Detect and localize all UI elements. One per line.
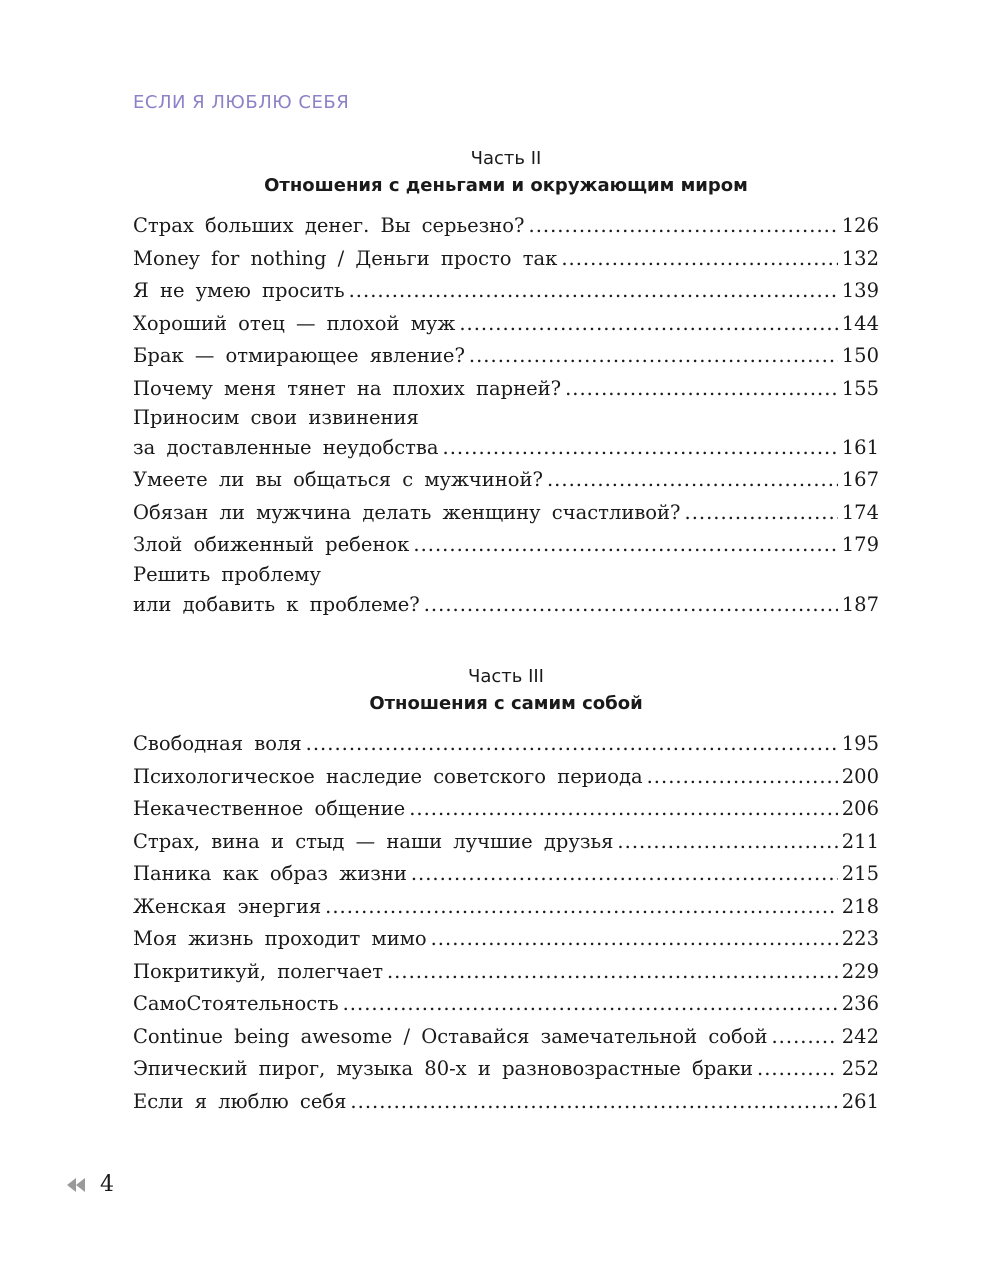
toc-entry-title: Моя жизнь проходит мимо [133, 927, 427, 950]
dot-leader [325, 891, 838, 924]
toc-entry[interactable] [133, 793, 879, 826]
part-label: Часть II [470, 148, 542, 169]
part-title: Отношения с деньгами и окружающим миром [264, 175, 748, 196]
toc-entry[interactable] [133, 858, 879, 891]
toc-entry-title: Некачественное общение [133, 797, 406, 820]
toc-entry-title: Паника как образ жизни [133, 862, 407, 885]
toc-entry-title-line1: Решить проблему [133, 562, 321, 586]
toc-entry-title: Злой обиженный ребенок [133, 533, 410, 556]
toc-entry-title: Свободная воля [133, 732, 302, 755]
toc-entry[interactable] [133, 210, 879, 243]
dot-leader [685, 497, 838, 530]
toc-entry-title-line2: за доставленные неудобства [133, 436, 439, 459]
toc-entry-title: Почему меня тянет на плохих парней? [133, 376, 562, 400]
toc-entry-title: Хороший отец — плохой муж [133, 311, 456, 335]
toc-entry[interactable] [133, 529, 879, 562]
dot-leader [306, 728, 838, 761]
toc-entry-page: 126 [841, 214, 879, 237]
toc-entry[interactable] [133, 1053, 879, 1086]
toc-entry-page: 223 [841, 927, 879, 950]
toc-entry[interactable] [133, 373, 879, 406]
toc-entry[interactable] [133, 497, 879, 530]
toc-entry-page: 179 [841, 533, 879, 556]
toc-entry-page: 215 [841, 862, 879, 885]
toc-entry-page: 150 [841, 344, 879, 367]
dot-leader [443, 431, 838, 464]
part-title: Отношения с самим собой [369, 693, 643, 714]
toc-part-3 [133, 664, 879, 1118]
toc-entry[interactable] [133, 761, 879, 794]
page-number: 4 [100, 1172, 114, 1197]
page-folio [66, 1172, 114, 1197]
dot-leader [343, 988, 838, 1021]
toc-entry[interactable] [133, 923, 879, 956]
toc-entry-page: 132 [841, 246, 879, 270]
toc-entry-page: 195 [841, 732, 879, 755]
toc-part-2 [133, 146, 879, 621]
toc-entry-title: Страх, вина и стыд — наши лучшие друзья [133, 829, 614, 853]
dot-leader [565, 373, 838, 406]
toc-entry[interactable] [133, 891, 879, 924]
toc-entry[interactable] [133, 464, 879, 497]
dot-leader [469, 340, 838, 373]
dot-leader [647, 761, 838, 794]
toc-entry-page: 187 [841, 592, 879, 616]
toc-entry[interactable] [133, 988, 879, 1021]
toc-entry[interactable] [133, 1086, 879, 1119]
toc-entry-title-line1: Приносим свои извинения [133, 406, 419, 429]
toc-entry-page: 236 [841, 992, 879, 1015]
toc-entry-page: 252 [841, 1057, 879, 1080]
toc-entry-page: 167 [841, 468, 879, 491]
toc-entry-title-line2: или добавить к проблеме? [133, 592, 420, 616]
toc-entry-page: 144 [841, 311, 879, 335]
dot-leader [617, 826, 837, 859]
toc-entry-title: Обязан ли мужчина делать женщину счастливой? [133, 500, 681, 524]
toc-entry[interactable] [133, 340, 879, 373]
toc-entry-page: 174 [841, 500, 879, 524]
toc-entry[interactable] [133, 728, 879, 761]
toc-entry-title: СамоСтоятельность [133, 992, 339, 1015]
toc-entry[interactable] [133, 405, 879, 464]
dot-leader [431, 923, 838, 956]
dot-leader [757, 1053, 838, 1086]
dot-leader [413, 529, 837, 562]
toc-entry-page: 261 [841, 1089, 879, 1113]
toc-entry-title: Умеете ли вы общаться с мужчиной? [133, 468, 543, 491]
toc-entry-title: Я не умею просить [133, 279, 345, 302]
toc-entry-title: Если я люблю себя [133, 1089, 347, 1113]
toc-entry-page: 242 [841, 1024, 879, 1048]
double-left-arrow-icon [66, 1178, 86, 1192]
toc-entry-page: 206 [841, 797, 879, 820]
dot-leader [424, 588, 838, 621]
part-label: Часть III [467, 666, 544, 687]
toc-entry-title: Женская энергия [133, 894, 322, 918]
dot-leader [771, 1021, 837, 1054]
toc-entry-page: 218 [841, 894, 879, 918]
dot-leader [387, 956, 838, 989]
toc-entry-page: 229 [841, 959, 879, 983]
dot-leader [459, 308, 837, 341]
dot-leader [547, 464, 838, 497]
toc-entry[interactable] [133, 562, 879, 621]
toc-entry-title: Continue being awesome / Оставайся замечательной собой [133, 1024, 768, 1048]
dot-leader [561, 243, 837, 276]
toc-entry[interactable] [133, 1021, 879, 1054]
toc-entry-page: 155 [841, 376, 879, 400]
dot-leader [350, 1086, 837, 1119]
toc-entry-title: Страх больших денег. Вы серьезно? [133, 214, 525, 237]
dot-leader [411, 858, 838, 891]
dot-leader [409, 793, 838, 826]
toc-entry-page: 161 [841, 436, 879, 459]
toc-entry-title: Брак — отмирающее явление? [133, 344, 465, 367]
toc-entry-page: 139 [841, 279, 879, 302]
toc-entry-page: 200 [841, 764, 879, 788]
toc-entry[interactable] [133, 275, 879, 308]
toc-entry-title: Покритикуй, полегчает [133, 959, 383, 983]
toc-entry-title: Психологическое наследие советского периода [133, 764, 643, 788]
toc-entry[interactable] [133, 956, 879, 989]
toc-entry[interactable] [133, 243, 879, 276]
dot-leader [529, 210, 838, 243]
running-title: ЕСЛИ Я ЛЮБЛЮ СЕБЯ [133, 92, 350, 113]
dot-leader [349, 275, 838, 308]
toc-entry-page: 211 [841, 829, 879, 853]
toc-entry[interactable] [133, 308, 879, 341]
toc-entry[interactable] [133, 826, 879, 859]
toc-entry-title: Money for nothing / Деньги просто так [133, 246, 558, 270]
toc-entry-title: Эпический пирог, музыка 80-х и разновозрастные браки [133, 1057, 754, 1080]
